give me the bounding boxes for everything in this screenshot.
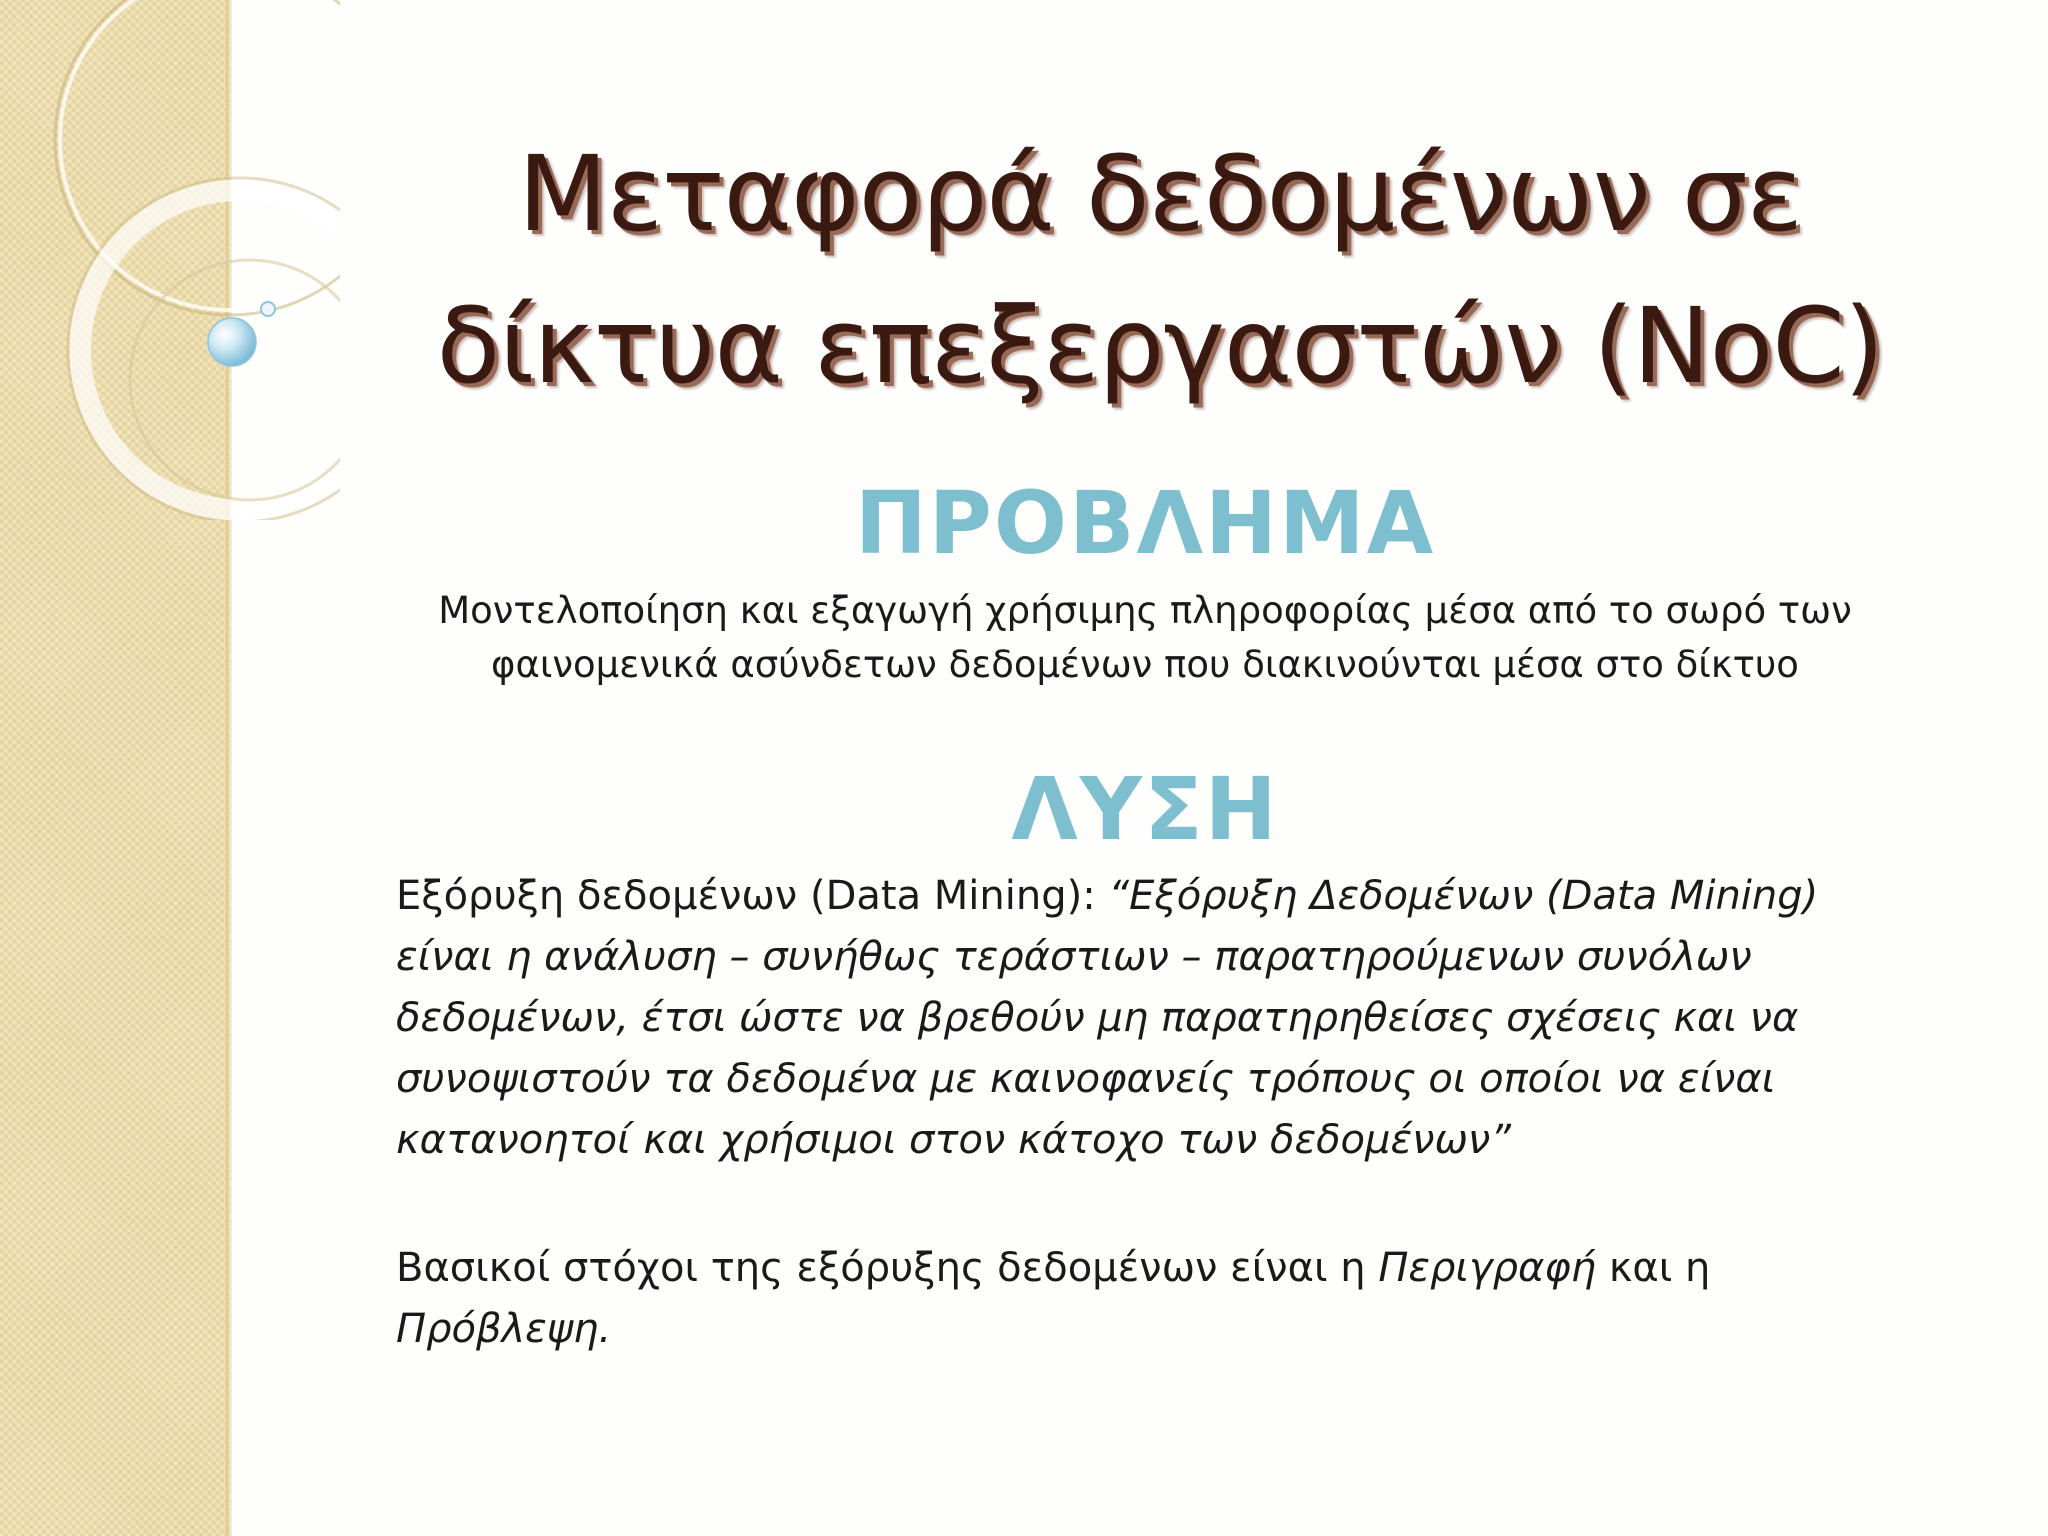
goal-prediction-term: Πρόβλεψη. bbox=[396, 1306, 612, 1352]
goal-description-term: Περιγραφή bbox=[1378, 1245, 1597, 1291]
ring-arc-icon bbox=[68, 178, 340, 520]
bubble-icon bbox=[208, 318, 256, 366]
bubble-icon bbox=[261, 302, 275, 316]
definition-lead: Εξόρυξη δεδομένων (Data Mining): bbox=[396, 873, 1109, 919]
solution-heading: ΛΥΣΗ bbox=[1011, 760, 1279, 860]
goals-lead: Βασικοί στόχοι της εξόρυξης δεδομένων είναι η bbox=[396, 1245, 1379, 1291]
data-mining-definition bbox=[396, 866, 1926, 1171]
problem-heading: ΠΡΟΒΛΗΜΑ bbox=[854, 474, 1436, 574]
data-mining-goals bbox=[396, 1238, 1836, 1360]
problem-description: Μοντελοποίηση και εξαγωγή χρήσιμης πληροφορίας μέσα από το σωρό των φαινομενικά ασύνδετων δεδομένων που διακινούνται μέσα στο δίκτυο bbox=[438, 589, 1852, 686]
decorative-rings bbox=[0, 0, 340, 520]
slide-title: Μεταφορά δεδομένων σε δίκτυα επεξεργαστών (NoC) bbox=[436, 133, 1884, 407]
goals-mid: και η bbox=[1596, 1245, 1711, 1291]
definition-quote: “Εξόρυξη Δεδομένων (Data Mining) είναι η ανάλυση – συνήθως τεράστιων – παρατηρούμενων συνόλων δεδομένων, έτσι ώστε να βρεθούν μη παρατηρηθείσες σχέσεις και να συνοψιστούν τα δεδομένα με καινοφανείς τρόπους οι οποίοι να είναι κατανοητοί και χρήσιμοι στον κάτοχο των δεδομένων” bbox=[396, 873, 1819, 1163]
